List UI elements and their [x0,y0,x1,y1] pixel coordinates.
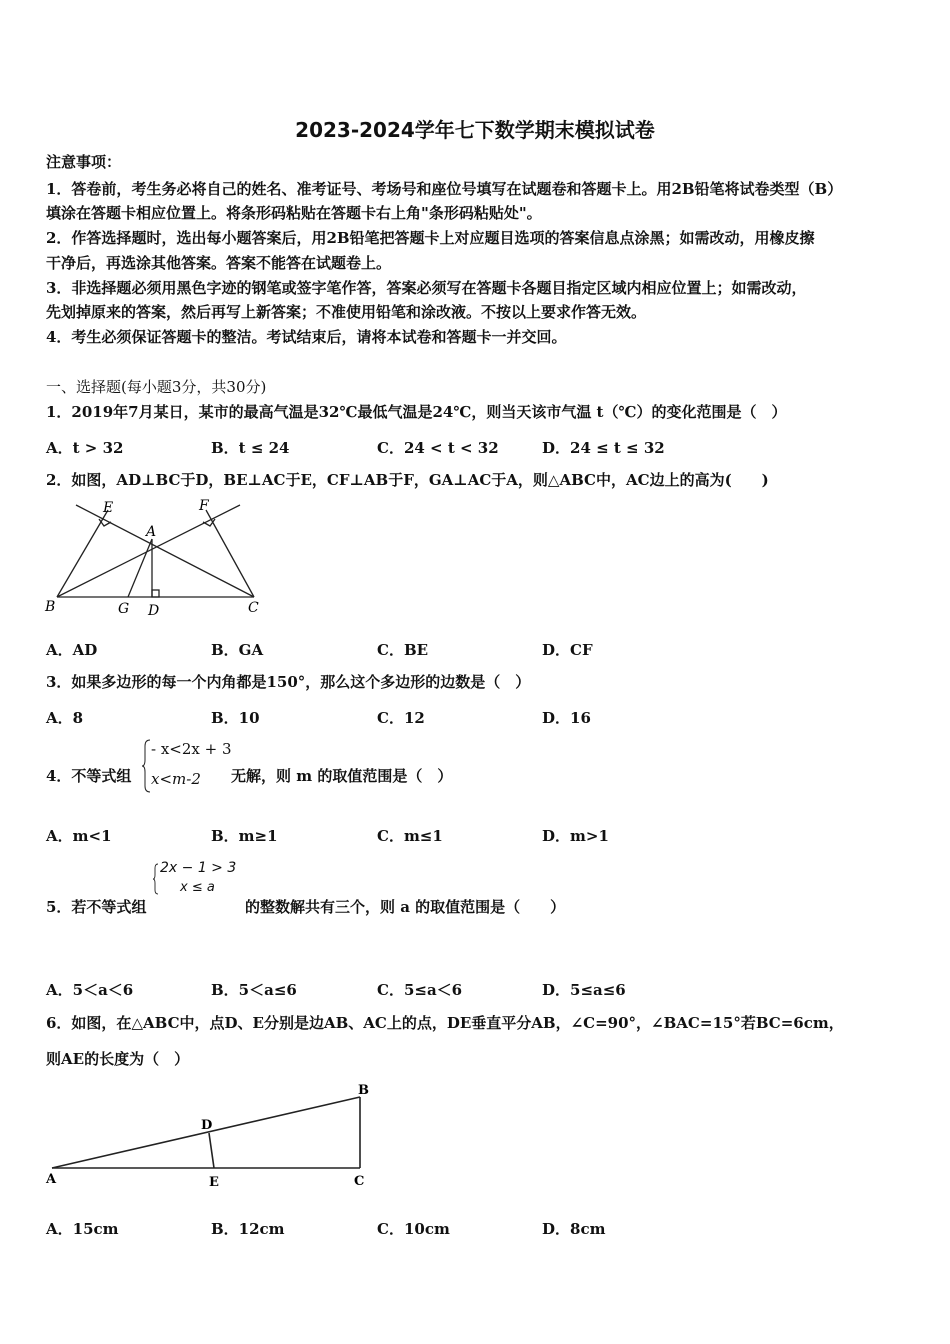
q5-option-a[interactable]: A．5＜a＜6 [46,981,134,999]
q4-suffix: 无解，则 m 的取值范围是（ ） [231,767,453,785]
q5-inequality-1: 2x − 1 > 3 [160,860,237,876]
q5-prefix: 5．若不等式组 [46,898,147,916]
page-title: 2023-2024学年七下数学期末模拟试卷 [295,118,655,142]
q4-option-c[interactable]: C．m≤1 [377,827,443,845]
q2-option-a[interactable]: A．AD [46,641,98,659]
q1-stem: 1．2019年7月某日，某市的最高气温是32℃最低气温是24℃，则当天该市气温 t（℃）的变化范围是（ ） [46,403,787,421]
q2-label-b: B [45,599,56,615]
q6-option-a[interactable]: A．15cm [46,1220,119,1238]
q6-label-e: E [209,1175,219,1190]
q5-option-c[interactable]: C．5≤a＜6 [377,981,463,999]
q2-figure [40,495,270,625]
q6-label-c: C [354,1174,365,1189]
q6-stem-line-2: 则AE的长度为（ ） [46,1050,190,1068]
q1-option-c[interactable]: C．24 < t < 32 [377,439,499,457]
q2-label-d: D [148,603,160,619]
q3-option-a[interactable]: A．8 [46,709,84,727]
q6-option-b[interactable]: B．12cm [211,1220,285,1238]
notice-line-3: 2．作答选择题时，选出每小题答案后，用2B铅笔把答题卡上对应题目选项的答案信息点涂黑；如需改动，用橡皮擦 [46,229,815,247]
notice-line-7: 4．考生必须保证答题卡的整洁。考试结束后，请将本试卷和答题卡一并交回。 [46,328,567,346]
q1-option-d[interactable]: D．24 ≤ t ≤ 32 [542,439,665,457]
q6-option-c[interactable]: C．10cm [377,1220,450,1238]
notice-line-4: 干净后，再选涂其他答案。答案不能答在试题卷上。 [46,254,392,272]
q3-option-d[interactable]: D．16 [542,709,591,727]
q2-label-c: C [248,600,259,616]
q5-brace [152,863,160,895]
q2-stem: 2．如图，AD⊥BC于D，BE⊥AC于E，CF⊥AB于F，GA⊥AC于A，则△ABC中，AC边上的高为( ) [46,471,769,489]
notice-line-1: 1．答卷前，考生务必将自己的姓名、准考证号、考场号和座位号填写在试题卷和答题卡上。用2B铅笔将试卷类型（B） [46,180,843,198]
q6-option-d[interactable]: D．8cm [542,1220,606,1238]
q4-prefix: 4．不等式组 [46,767,132,785]
q5-option-d[interactable]: D．5≤a≤6 [542,981,626,999]
q6-label-a: A [46,1172,57,1187]
q4-option-b[interactable]: B．m≥1 [211,827,278,845]
q3-stem: 3．如果多边形的每一个内角都是150°，那么这个多边形的边数是（ ） [46,673,531,691]
q6-label-d: D [201,1118,213,1133]
q4-option-a[interactable]: A．m<1 [46,827,112,845]
q5-option-b[interactable]: B．5＜a≤6 [211,981,297,999]
notice-line-2: 填涂在答题卡相应位置上。将条形码粘贴在答题卡右上角"条形码粘贴处"。 [46,204,542,222]
q6-figure [40,1075,380,1195]
q2-option-d[interactable]: D．CF [542,641,593,659]
q3-option-c[interactable]: C．12 [377,709,425,727]
q2-label-a: A [146,524,157,540]
section-heading: 一、选择题(每小题3分，共30分) [46,378,267,396]
notice-line-5: 3．非选择题必须用黑色字迹的钢笔或签字笔作答，答案必须写在答题卡各题目指定区域内相应位置上；如需改动， [46,279,807,297]
q2-label-f: F [199,498,209,514]
q2-label-e: E [103,500,114,516]
q1-option-a[interactable]: A．t > 32 [46,439,124,457]
notice-line-6: 先划掉原来的答案，然后再写上新答案；不准使用铅笔和涂改液。不按以上要求作答无效。 [46,303,647,321]
q2-label-g: G [118,601,130,617]
q4-inequality-1: - x<2x + 3 [151,740,232,758]
q6-label-b: B [358,1083,369,1098]
q4-option-d[interactable]: D．m>1 [542,827,609,845]
q1-option-b[interactable]: B．t ≤ 24 [211,439,290,457]
q5-suffix: 的整数解共有三个，则 a 的取值范围是（ ） [245,898,566,916]
q2-option-c[interactable]: C．BE [377,641,429,659]
q3-option-b[interactable]: B．10 [211,709,260,727]
notice-heading: 注意事项： [46,153,122,171]
q6-stem-line-1: 6．如图，在△ABC中，点D、E分别是边AB、AC上的点，DE垂直平分AB，∠C=90°，∠BAC=15°若BC=6cm， [46,1014,844,1032]
q4-inequality-2: x<m-2 [151,770,201,788]
q2-option-b[interactable]: B．GA [211,641,264,659]
q5-inequality-2: x ≤ a [180,880,215,895]
